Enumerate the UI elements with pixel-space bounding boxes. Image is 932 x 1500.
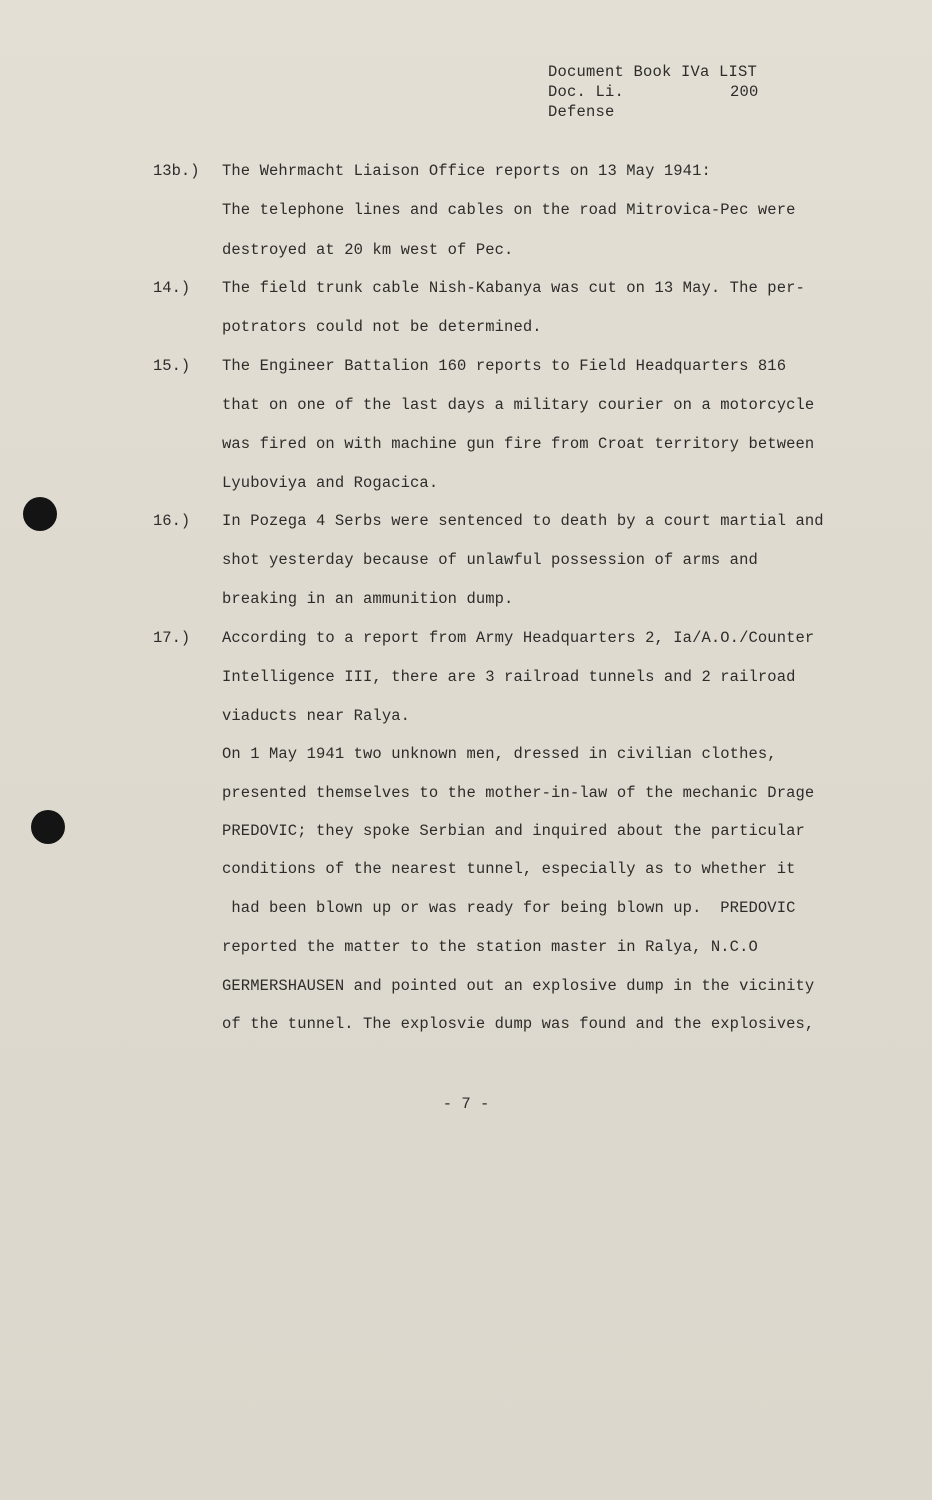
- document-header: [548, 62, 757, 122]
- paragraph-number: 13b.): [153, 162, 200, 180]
- paragraph-line: of the tunnel. The explosvie dump was found and the explosives,: [222, 1015, 815, 1033]
- header-line-2: [548, 82, 757, 102]
- paragraph-number: 15.): [153, 357, 191, 375]
- paragraph-line: conditions of the nearest tunnel, especially as to whether it: [222, 860, 796, 878]
- paragraph-line: Intelligence III, there are 3 railroad tunnels and 2 railroad: [222, 668, 796, 686]
- paragraph-line: shot yesterday because of unlawful possession of arms and: [222, 551, 758, 569]
- page-number: - 7 -: [442, 1095, 490, 1113]
- paragraph-line: was fired on with machine gun fire from Croat territory between: [222, 435, 815, 453]
- paragraph-number: 17.): [153, 629, 191, 647]
- paragraph-line: Lyuboviya and Rogacica.: [222, 474, 439, 492]
- header-doc-label: Doc. Li.: [548, 83, 625, 101]
- paragraph-line: In Pozega 4 Serbs were sentenced to death by a court martial and: [222, 512, 824, 530]
- paragraph-number: 16.): [153, 512, 191, 530]
- paragraph-line: that on one of the last days a military courier on a motorcycle: [222, 396, 815, 414]
- paragraph-line: destroyed at 20 km west of Pec.: [222, 241, 514, 259]
- paragraph-line: The Engineer Battalion 160 reports to Field Headquarters 816: [222, 357, 787, 375]
- paragraph-line: The telephone lines and cables on the road Mitrovica-Pec were: [222, 201, 796, 219]
- paragraph-line: presented themselves to the mother-in-law of the mechanic Drage: [222, 784, 815, 802]
- paragraph-line: potrators could not be determined.: [222, 318, 542, 336]
- header-line-3: Defense: [548, 103, 615, 121]
- punch-hole-icon: [31, 810, 65, 844]
- paragraph-line: viaducts near Ralya.: [222, 707, 411, 725]
- punch-hole-icon: [23, 497, 57, 531]
- paragraph-line: GERMERSHAUSEN and pointed out an explosive dump in the vicinity: [222, 977, 815, 995]
- header-doc-number: 200: [730, 83, 759, 101]
- paragraph-line: On 1 May 1941 two unknown men, dressed in civilian clothes,: [222, 745, 777, 763]
- paragraph-line: reported the matter to the station master in Ralya, N.C.O: [222, 938, 758, 956]
- paragraph-number: 14.): [153, 279, 191, 297]
- paragraph-line: breaking in an ammunition dump.: [222, 590, 514, 608]
- header-line-1: Document Book IVa LIST: [548, 63, 758, 81]
- paragraph-line: The Wehrmacht Liaison Office reports on 13 May 1941:: [222, 162, 711, 180]
- paragraph-line: The field trunk cable Nish-Kabanya was cut on 13 May. The per-: [222, 279, 805, 297]
- paragraph-line: PREDOVIC; they spoke Serbian and inquired about the particular: [222, 822, 805, 840]
- paragraph-line: had been blown up or was ready for being blown up. PREDOVIC: [222, 899, 796, 917]
- paragraph-line: According to a report from Army Headquarters 2, Ia/A.O./Counter: [222, 629, 815, 647]
